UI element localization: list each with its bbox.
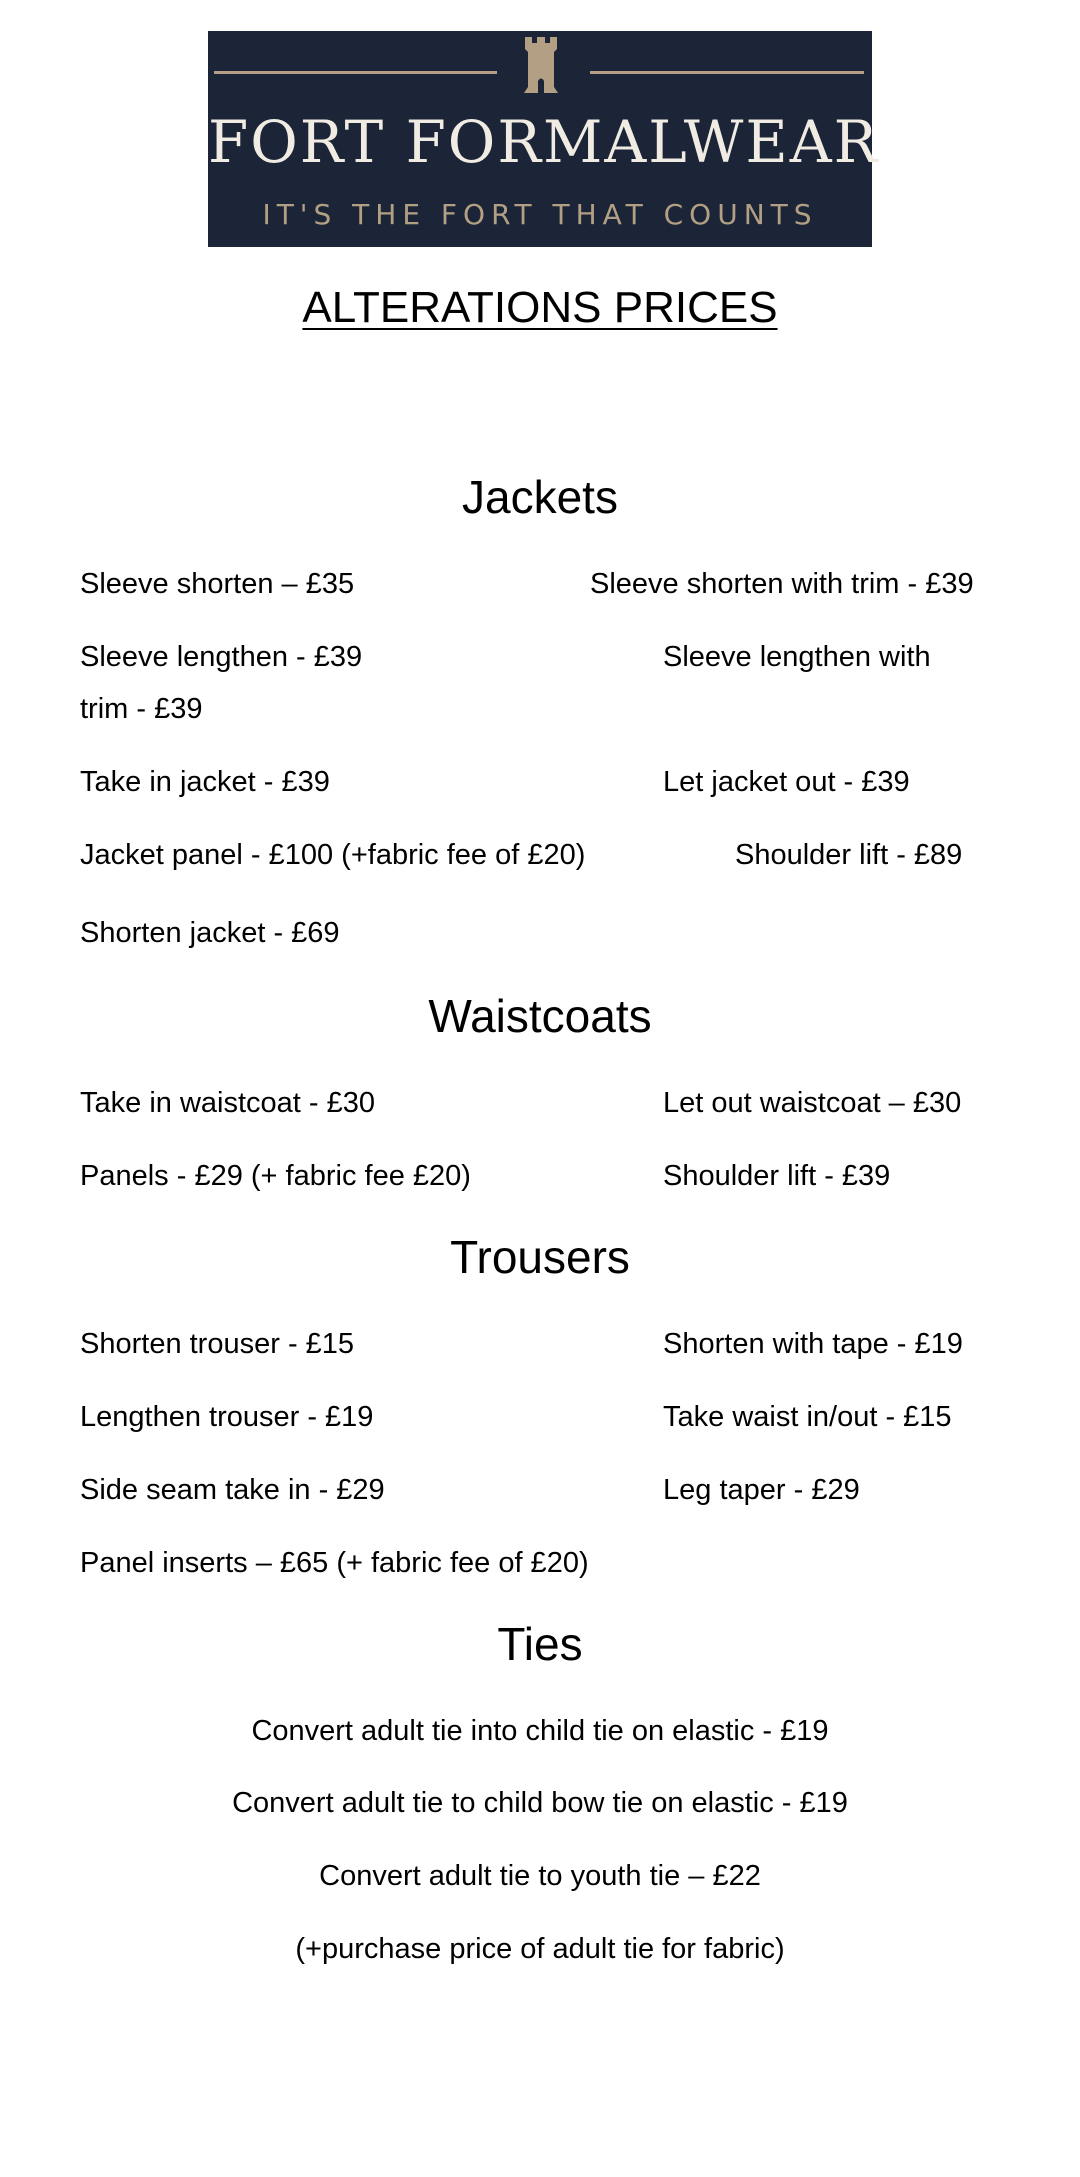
price-item: Convert adult tie to child bow tie on elastic - £19 <box>232 1787 848 1819</box>
price-item: Shorten jacket - £69 <box>80 917 340 949</box>
price-item: Sleeve lengthen - £39 <box>80 641 363 673</box>
jackets-heading: Jackets <box>462 471 618 523</box>
logo-brand-name: FORT FORMALWEAR <box>208 108 880 176</box>
trousers-heading: Trousers <box>450 1231 630 1283</box>
ties-heading: Ties <box>497 1618 583 1670</box>
price-item: Shoulder lift - £39 <box>663 1160 891 1192</box>
price-item: Panel inserts – £65 (+ fabric fee of £20) <box>80 1547 589 1579</box>
price-item: Let out waistcoat – £30 <box>663 1087 962 1119</box>
price-item: trim - £39 <box>80 693 203 725</box>
page-title: ALTERATIONS PRICES <box>302 283 778 332</box>
price-item: Sleeve lengthen with <box>663 641 931 673</box>
price-item: Take waist in/out - £15 <box>663 1401 952 1433</box>
price-item: Take in waistcoat - £30 <box>80 1087 375 1119</box>
castle-tower-icon <box>521 37 561 93</box>
price-item: Take in jacket - £39 <box>80 766 330 798</box>
price-item: Jacket panel - £100 (+fabric fee of £20) <box>80 839 586 871</box>
logo-rule-left <box>214 71 497 74</box>
price-item: Shoulder lift - £89 <box>735 839 963 871</box>
price-item: Shorten trouser - £15 <box>80 1328 355 1360</box>
price-item: Panels - £29 (+ fabric fee £20) <box>80 1160 471 1192</box>
waistcoats-heading: Waistcoats <box>428 990 652 1042</box>
price-item: Convert adult tie into child tie on elastic - £19 <box>251 1715 829 1747</box>
price-item: Convert adult tie to youth tie – £22 <box>319 1860 761 1892</box>
price-item: Leg taper - £29 <box>663 1474 860 1506</box>
logo-tagline: IT'S THE FORT THAT COUNTS <box>262 198 818 231</box>
logo-rule-right <box>590 71 864 74</box>
price-item: Lengthen trouser - £19 <box>80 1401 374 1433</box>
fabric-note: (+purchase price of adult tie for fabric) <box>295 1933 785 1965</box>
price-item: Sleeve shorten – £35 <box>80 568 355 600</box>
logo-banner <box>208 31 880 247</box>
price-item: Shorten with tape - £19 <box>663 1328 963 1360</box>
price-item: Sleeve shorten with trim - £39 <box>590 568 974 600</box>
price-item: Side seam take in - £29 <box>80 1474 385 1506</box>
price-item: Let jacket out - £39 <box>663 766 910 798</box>
